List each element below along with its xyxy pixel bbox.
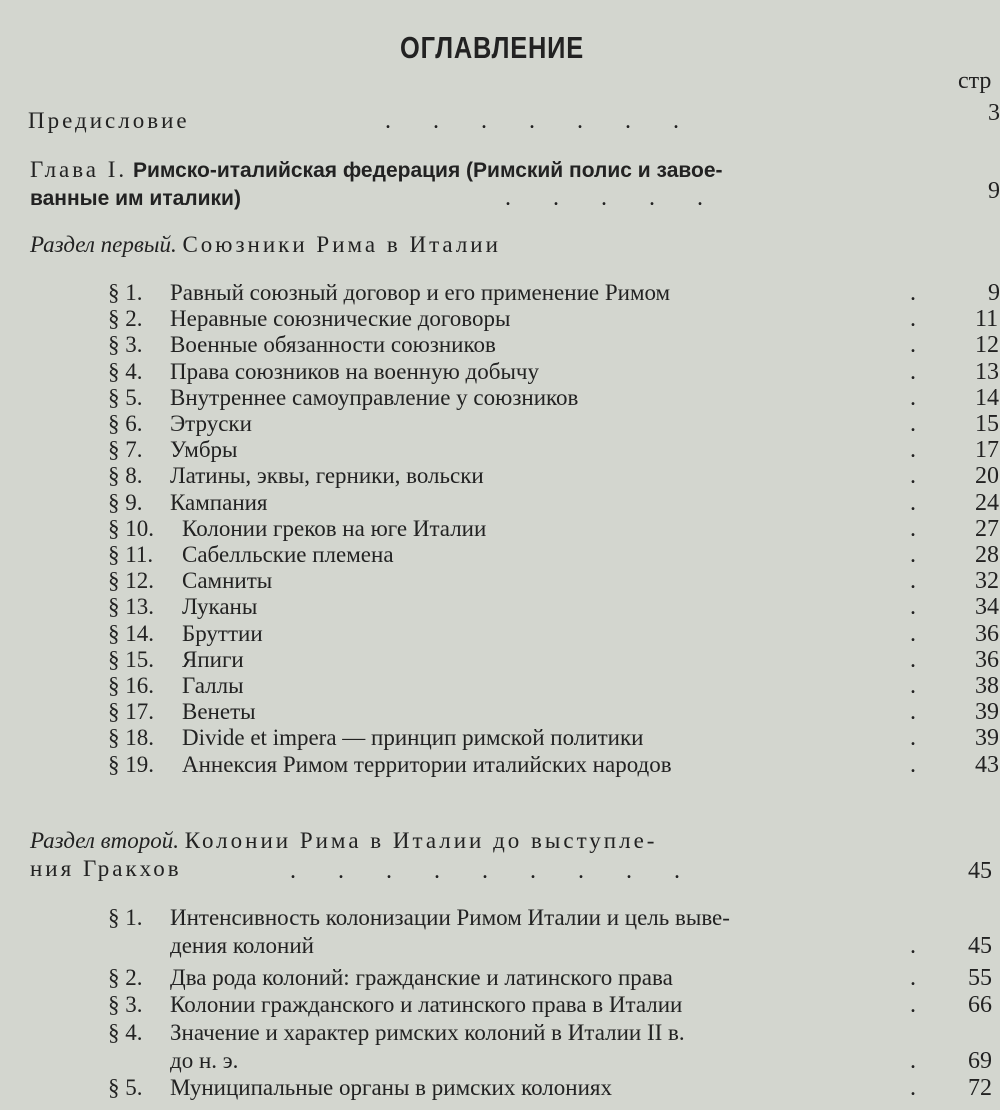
page-number: 3 xyxy=(988,100,1000,126)
section-number: § 2. xyxy=(108,306,143,331)
leader-dot: . xyxy=(910,385,916,411)
section-number: § 11. xyxy=(108,542,154,567)
page-number: 39 xyxy=(975,699,999,725)
page-number: 43 xyxy=(975,752,999,778)
section-title: Неравные союзнические договоры xyxy=(170,306,511,331)
leader-dot: . xyxy=(910,490,916,516)
part2-prefix: Раздел второй. xyxy=(30,828,180,853)
section-number: § 4. xyxy=(108,1020,143,1045)
section-number: § 14. xyxy=(108,621,154,646)
page-number: 15 xyxy=(975,411,999,437)
leader-dot: . xyxy=(910,594,916,620)
page-number: 38 xyxy=(975,673,999,699)
page-number: 20 xyxy=(975,463,999,489)
section-title-line1: Два рода колоний: гражданские и латинского права xyxy=(170,965,673,990)
part2-title xyxy=(30,828,657,854)
leader-dot: . xyxy=(910,542,916,568)
section-title: Этруски xyxy=(170,411,252,436)
section-title-line1: Значение и характер римских колоний в Италии II в. xyxy=(170,1020,685,1045)
leader-dot: . xyxy=(910,725,916,751)
preface-label: Предисловие xyxy=(28,108,190,133)
section-title: Венеты xyxy=(182,699,256,724)
section-title-line1: Муниципальные органы в римских колониях xyxy=(170,1075,612,1100)
leader-dot: . xyxy=(910,411,916,437)
page-title: ОГЛАВЛЕНИЕ xyxy=(400,30,585,65)
part1-prefix: Раздел первый. xyxy=(30,232,177,257)
leader-dot: . xyxy=(910,621,916,647)
page-number: 39 xyxy=(975,725,999,751)
section-title: Латины, эквы, герники, вольски xyxy=(170,463,484,488)
part2-title-line1: Колонии Рима в Италии до выступле- xyxy=(184,828,658,853)
section-title: Равный союзный договор и его применение Римом xyxy=(170,280,671,305)
leader-dots: . . . . . xyxy=(505,185,703,211)
section-title: Бруттии xyxy=(182,621,263,646)
leader-dot: . xyxy=(910,992,916,1018)
section-number: § 3. xyxy=(108,332,143,357)
page-number: 28 xyxy=(975,542,999,568)
page-number: 55 xyxy=(968,965,992,991)
section-title-line2: до н. э. xyxy=(170,1048,239,1073)
leader-dot: . xyxy=(910,332,916,358)
section-number: § 5. xyxy=(108,1075,143,1100)
leader-dot: . xyxy=(910,933,916,959)
part2-title-line2: ния Гракхов xyxy=(30,856,182,881)
section-number: § 15. xyxy=(108,647,154,672)
section-title: Самниты xyxy=(182,568,273,593)
leader-dot: . xyxy=(910,752,916,778)
leader-dot: . xyxy=(910,699,916,725)
chapter-title-line2: ванные им италики) xyxy=(30,187,241,210)
section-number: § 2. xyxy=(108,965,143,990)
section-number: § 12. xyxy=(108,568,154,593)
section-number: § 8. xyxy=(108,463,143,488)
page-number: 36 xyxy=(975,621,999,647)
section-number: § 17. xyxy=(108,699,154,724)
page-number: 12 xyxy=(975,332,999,358)
section-number: § 16. xyxy=(108,673,154,698)
page-number: 34 xyxy=(975,594,999,620)
section-title: Внутреннее самоуправление у союзников xyxy=(170,385,579,410)
page-number: 45 xyxy=(968,858,992,884)
section-number: § 10. xyxy=(108,516,154,541)
section-number: § 18. xyxy=(108,725,154,750)
section-title: Кампания xyxy=(170,490,268,515)
section-number: § 5. xyxy=(108,385,143,410)
page-number: 72 xyxy=(968,1075,992,1101)
section-title: Divide et impera — принцип римской политики xyxy=(182,725,644,750)
page-number: 9 xyxy=(988,280,1000,306)
section-number: § 1. xyxy=(108,905,143,930)
leader-dot: . xyxy=(910,647,916,673)
section-title: Аннексия Римом территории италийских народов xyxy=(182,752,672,777)
leader-dot: . xyxy=(910,437,916,463)
page-number: 11 xyxy=(975,306,999,332)
section-number: § 7. xyxy=(108,437,143,462)
section-title: Колонии греков на юге Италии xyxy=(182,516,487,541)
leader-dot: . xyxy=(910,359,916,385)
leader-dots: . . . . . . . . . xyxy=(290,858,680,884)
section-title: Сабелльские племена xyxy=(182,542,394,567)
section-number: § 6. xyxy=(108,411,143,436)
page-column-header: стр xyxy=(958,68,992,94)
section-title: Луканы xyxy=(182,594,258,619)
section-number: § 9. xyxy=(108,490,143,515)
leader-dot: . xyxy=(910,280,916,306)
page-number: 32 xyxy=(975,568,999,594)
section-number: § 4. xyxy=(108,359,143,384)
page-number: 17 xyxy=(975,437,999,463)
page-number: 24 xyxy=(975,490,999,516)
section-title-line1: Колонии гражданского и латинского права в Италии xyxy=(170,992,683,1017)
chapter-title xyxy=(30,157,723,183)
section-title: Галлы xyxy=(182,673,244,698)
leader-dot: . xyxy=(910,673,916,699)
section-title-line1: Интенсивность колонизации Римом Италии и цель выве- xyxy=(170,905,730,930)
leader-dot: . xyxy=(910,463,916,489)
chapter-prefix: Глава I. xyxy=(30,157,128,182)
chapter-title-line1: Римско-италийская федерация (Римский полис и завое- xyxy=(132,159,723,182)
page-number: 69 xyxy=(968,1048,992,1074)
page-number: 14 xyxy=(975,385,999,411)
section-number: § 19. xyxy=(108,752,154,777)
section-title: Умбры xyxy=(170,437,238,462)
section-title: Япиги xyxy=(182,647,244,672)
page-number: 27 xyxy=(975,516,999,542)
page-number: 9 xyxy=(988,178,1000,204)
section-title: Военные обязанности союзников xyxy=(170,332,496,357)
page-number: 13 xyxy=(975,359,999,385)
leader-dot: . xyxy=(910,1048,916,1074)
leader-dot: . xyxy=(910,516,916,542)
part1-title-text: Союзники Рима в Италии xyxy=(182,232,501,257)
leader-dot: . xyxy=(910,965,916,991)
page-number: 66 xyxy=(968,992,992,1018)
leader-dots: . . . . . . . xyxy=(385,108,679,134)
page-number: 36 xyxy=(975,647,999,673)
leader-dot: . xyxy=(910,568,916,594)
part1-title xyxy=(30,232,501,258)
leader-dot: . xyxy=(910,306,916,332)
section-title: Права союзников на военную добычу xyxy=(170,359,539,384)
section-title-line2: дения колоний xyxy=(170,933,314,958)
section-number: § 3. xyxy=(108,992,143,1017)
section-number: § 13. xyxy=(108,594,154,619)
section-number: § 1. xyxy=(108,280,143,305)
leader-dot: . xyxy=(910,1075,916,1101)
page-number: 45 xyxy=(968,933,992,959)
